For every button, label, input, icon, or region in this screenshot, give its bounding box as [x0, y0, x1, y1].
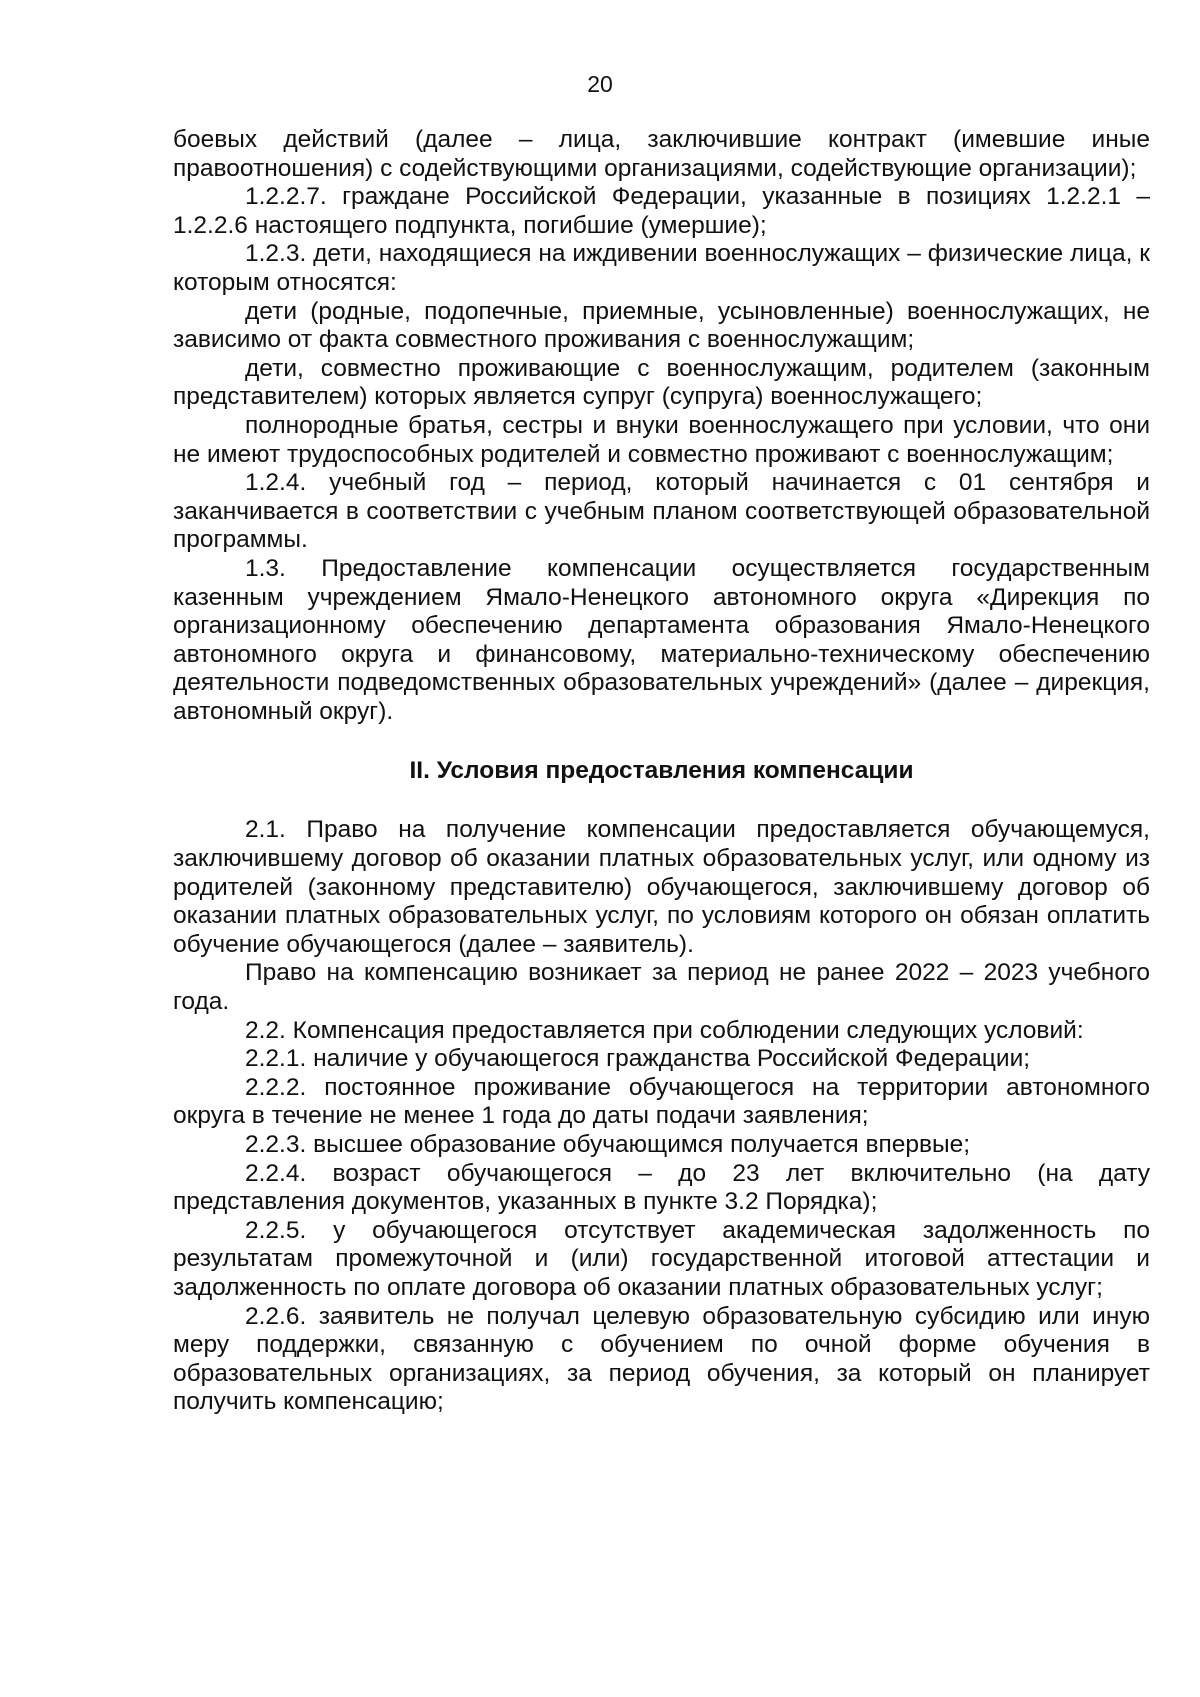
paragraph: Право на компенсацию возникает за период не ранее 2022 – 2023 учебного года. [173, 959, 1150, 1016]
paragraph: 1.2.2.7. граждане Российской Федерации, указанные в позициях 1.2.2.1 – 1.2.2.6 настоящего подпункта, погибшие (умершие); [173, 183, 1150, 239]
document-body [173, 126, 1150, 1417]
paragraph: дети, совместно проживающие с военнослужащим, родителем (законным представителем) которых является супруг (супруга) военнослужащего; [173, 354, 1150, 411]
paragraph: 2.2.1. наличие у обучающегося гражданства Российской Федерации; [245, 1045, 1031, 1073]
paragraph: 2.2.2. постоянное проживание обучающегося на территории автономного округа в течение не менее 1 года до даты подачи заявления; [173, 1073, 1150, 1130]
paragraph: 2.2.3. высшее образование обучающимся получается впервые; [245, 1131, 971, 1158]
paragraph: 1.3. Предоставление компенсации осуществляется государственным казенным учреждением Ямало-Ненецкого автономного округа «Дирекция по организационному обеспечению департамента образования Ямало-Ненецкого автономного округа и финансовому, материально-техническому обеспечению деятельности подведомственных образовательных учреждений» (далее – дирекция, автономный округ). [173, 554, 1150, 725]
paragraph: 1.2.3. дети, находящиеся на иждивении военнослужащих – физические лица, к которым относятся: [173, 240, 1150, 296]
paragraph: 2.2.4. возраст обучающегося – до 23 лет включительно (на дату представления документов, указанных в пункте 3.2 Порядка); [173, 1159, 1150, 1216]
paragraph: 2.2. Компенсация предоставляется при соблюдении следующих условий: [245, 1016, 1084, 1044]
paragraph: боевых действий (далее – лица, заключившие контракт (имевшие иные правоотношения) с содействующими организациями, содействующие организации); [173, 126, 1150, 182]
paragraph: 2.2.6. заявитель не получал целевую образовательную субсидию или иную меру поддержки, связанную с обучением по очной форме обучения в образовательных организациях, за период обучения, за который он планирует получить компенсацию; [173, 1302, 1150, 1416]
section-heading: II. Условия предоставления компенсации [409, 757, 914, 785]
paragraph: 2.1. Право на получение компенсации предоставляется обучающемуся, заключившему договор об оказании платных образовательных услуг, или одному из родителей (законному представителю) обучающегося, заключившему договор об оказании платных образовательных услуг, по условиям которого он обязан оплатить обучение обучающегося (далее – заявитель). [173, 816, 1150, 958]
paragraph: 1.2.4. учебный год – период, который начинается с 01 сентября и заканчивается в соответствии с учебным планом соответствующей образовательной программы. [173, 469, 1150, 554]
paragraph: дети (родные, подопечные, приемные, усыновленные) военнослужащих, не зависимо от факта совместного проживания с военнослужащим; [173, 297, 1150, 354]
page-number: 20 [587, 71, 613, 97]
paragraph: полнородные братья, сестры и внуки военнослужащего при условии, что они не имеют трудоспособных родителей и совместно проживают с военнослужащим; [173, 411, 1150, 468]
paragraph: 2.2.5. у обучающегося отсутствует академическая задолженность по результатам промежуточной и (или) государственной итоговой аттестации и задолженность по оплате договора об оказании платных образовательных услуг; [173, 1216, 1150, 1301]
